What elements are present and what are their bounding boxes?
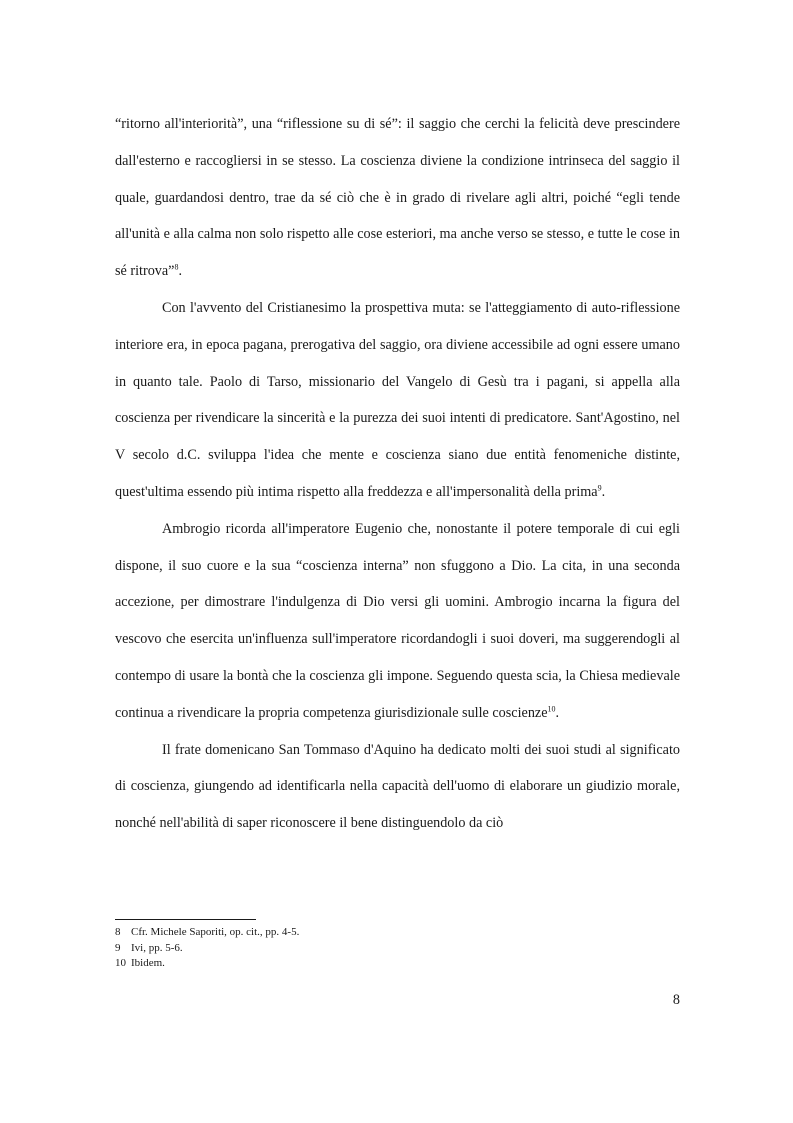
- footnote-divider: [115, 919, 256, 920]
- main-text: [115, 106, 680, 842]
- footnote-text: Ibidem.: [131, 957, 165, 969]
- footnote-ref-8[interactable]: 8: [174, 262, 179, 272]
- footnote-ref-9[interactable]: 9: [597, 483, 602, 493]
- footnote-number: 9: [115, 941, 121, 954]
- paragraph-1: “ritorno all'interiorità”, una “riflessione su di sé”: il saggio che cerchi la felicità deve prescindere dall'esterno e raccogliersi in se stesso. La coscienza diviene la condizione intrinseca del saggio il quale, guardandosi dentro, trae da sé ciò che è in grado di rivelare agli altri, poiché “egli tende all'unità e alla calma non solo rispetto alle cose esteriori, ma anche verso se stesso, e tutte le cose in sé ritrova”$^8$.: [115, 116, 680, 280]
- footnote-text: Ivi, pp. 5-6.: [131, 941, 183, 954]
- footnote-9: [115, 941, 680, 957]
- footnote-10: [115, 956, 680, 972]
- footnote-8: [115, 925, 680, 941]
- footnote-text: Cfr. Michele Saporiti, op. cit., pp. 4-5.: [131, 926, 300, 938]
- footnotes: [115, 925, 680, 972]
- footnote-ref-10[interactable]: 10: [547, 704, 556, 714]
- paragraph-3: Ambrogio ricorda all'imperatore Eugenio che, nonostante il potere temporale di cui egli dispone, il suo cuore e la sua “coscienza interna” non sfuggono a Dio. La cita, in una seconda accezione, per dimostrare l'indulgenza di Dio versi gli uomini. Ambrogio incarna la figura del vescovo che esercita un'influenza sull'imperatore ricordandogli i suoi doveri, ma suggerendogli al contempo di usare la bontà che la coscienza gli impone. Seguendo questa scia, la Chiesa medievale continua a rivendicare la propria competenza giurisdizionale sulle coscienze$^{10}$.: [115, 520, 680, 721]
- paragraph-4: Il frate domenicano San Tommaso d'Aquino ha dedicato molti dei suoi studi al significato di coscienza, giungendo ad identificarla nella capacità dell'uomo di elaborare un giudizio morale, nonché nell'abilità di saper riconoscere il bene distinguendolo da ciò: [115, 741, 680, 832]
- page-number: 8: [672, 992, 680, 1008]
- footnote-number: 8: [115, 926, 121, 938]
- paragraph-2: Con l'avvento del Cristianesimo la prospettiva muta: se l'atteggiamento di auto-riflessione interiore era, in epoca pagana, prerogativa del saggio, ora diviene accessibile ad ogni essere umano in quanto tale. Paolo di Tarso, missionario del Vangelo di Gesù tra i pagani, si appella alla coscienza per rivendicare la sincerità e la purezza dei suoi intenti di predicatore. Sant'Agostino, nel V secolo d.C. sviluppa l'idea che mente e coscienza siano due entità fenomeniche distinte, quest'ultima essendo più intima rispetto alla freddezza e all'impersonalità della prima$^9$.: [115, 299, 680, 500]
- footnote-number: 10: [115, 957, 126, 969]
